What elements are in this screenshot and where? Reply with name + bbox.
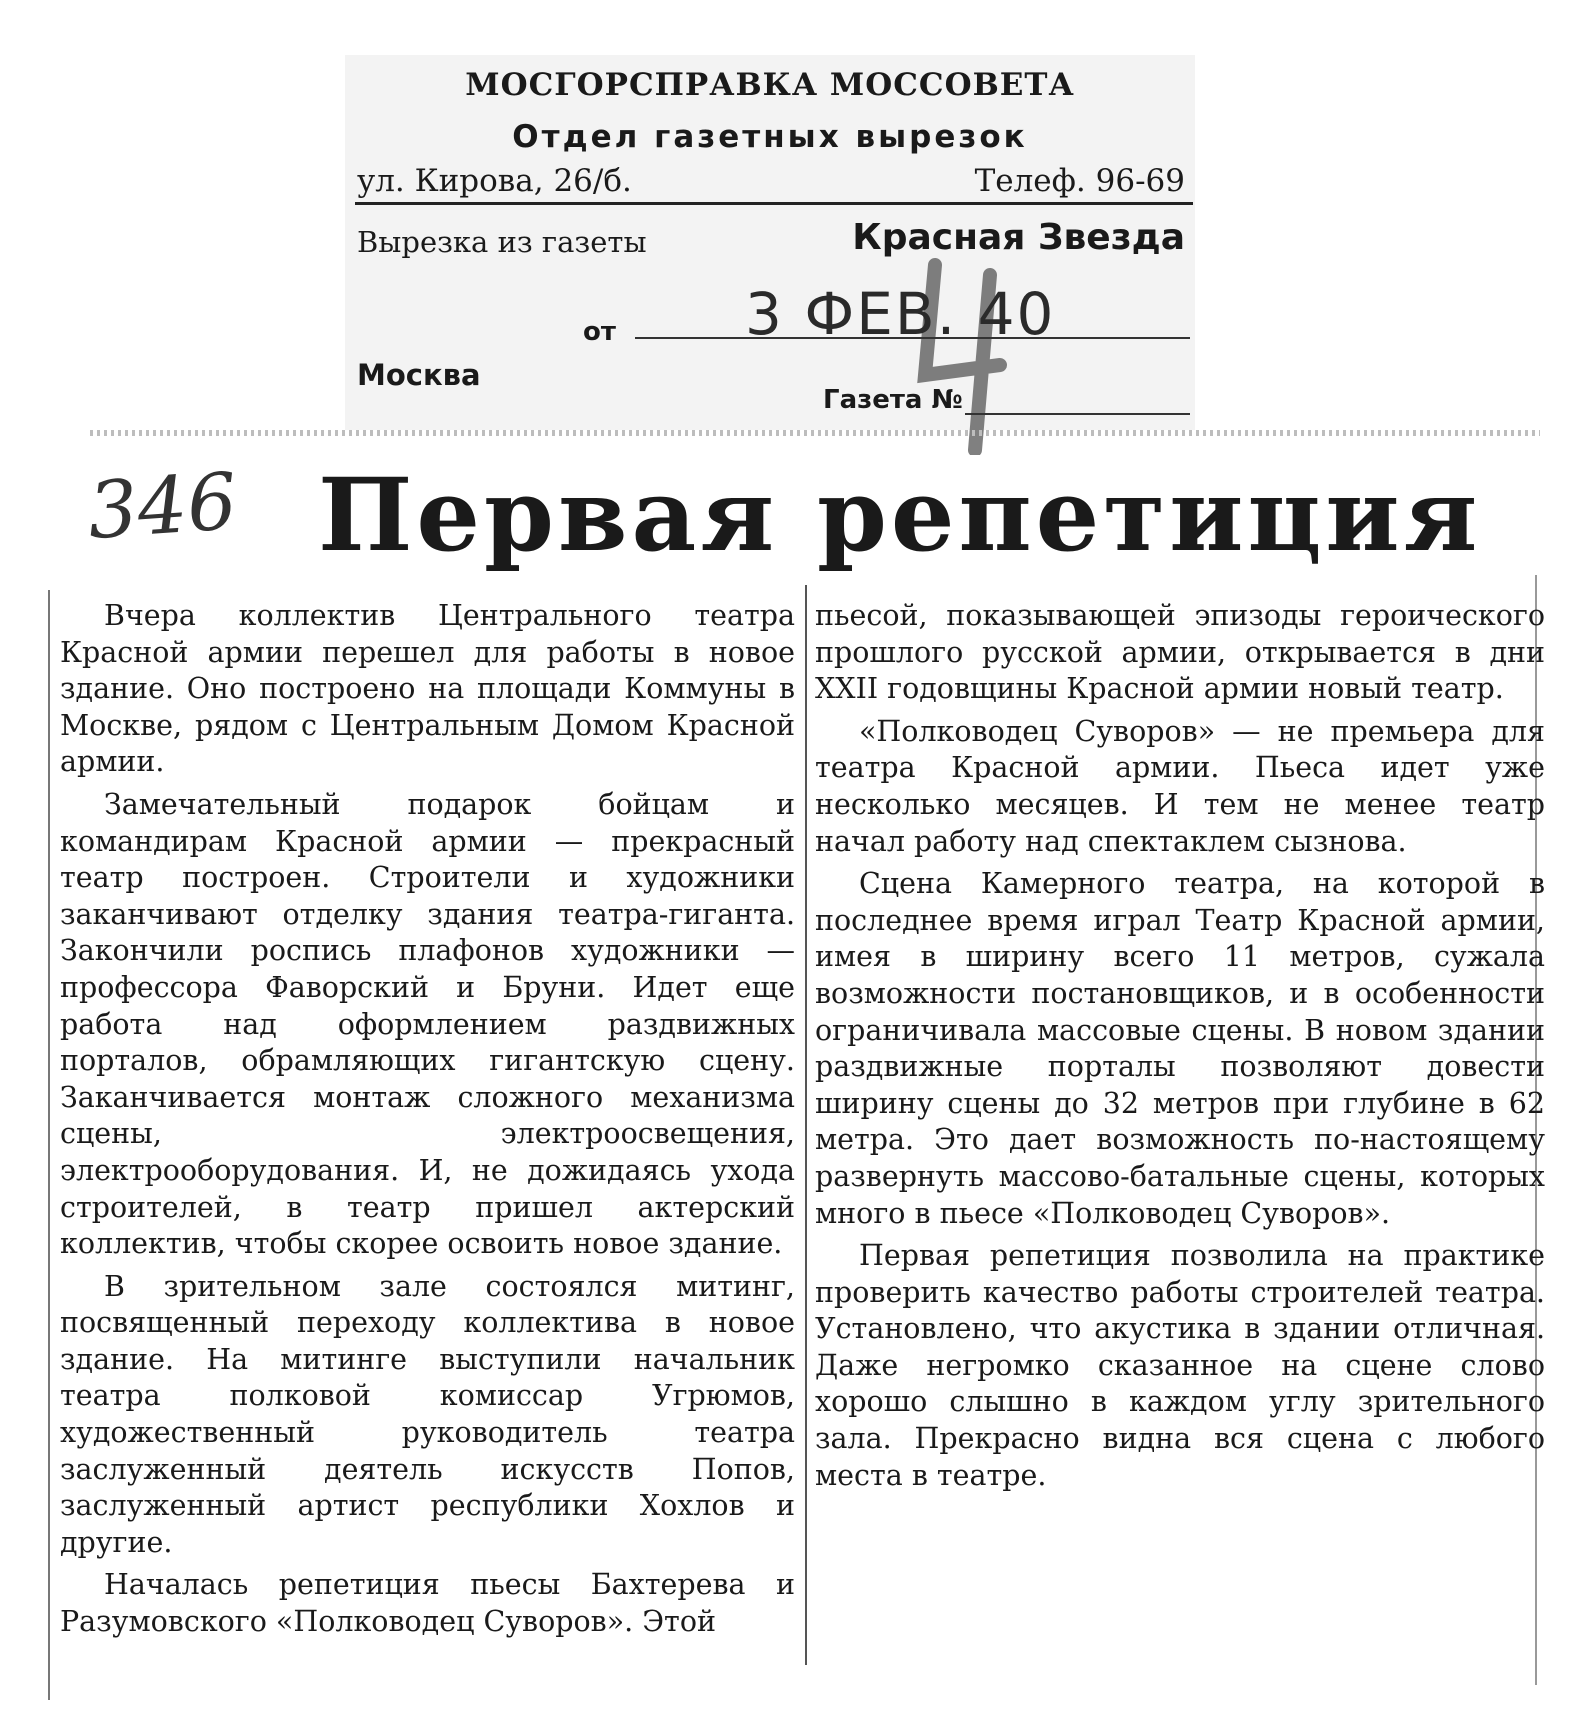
paragraph: Началась репетиция пьесы Бахтерева и Разумовского «Полководец Суворов». Этой <box>60 1568 795 1639</box>
clipping-service-stamp <box>345 55 1195 430</box>
stamp-cut-from-label: Вырезка из газеты <box>357 225 647 259</box>
paragraph: Вчера коллектив Центрального театра Красной армии перешел для работы в новое здание. Оно построено на площади Коммуны в Москве, рядом с Центральным Домом Красной армии. <box>60 599 795 779</box>
paragraph: пьесой, показывающей эпизоды героического прошлого русской армии, открывается в дни XXII годовщины Красной армии новый театр. <box>815 599 1545 706</box>
handwritten-archive-number: 346 <box>85 456 240 558</box>
article-headline: Первая репетиция <box>318 456 1482 574</box>
clipping-edge <box>90 430 1540 436</box>
article-left-column <box>60 598 795 1647</box>
stamp-paper-number-label: Газета № <box>823 385 963 415</box>
stamp-newspaper-name: Красная Звезда <box>852 217 1185 258</box>
article-right-column <box>815 598 1545 1500</box>
stamp-title: МОСГОРСПРАВКА МОССОВЕТА <box>465 67 1075 103</box>
column-divider <box>805 585 807 1665</box>
stamp-date: 3 ФЕВ. 40 <box>745 280 1056 348</box>
stamp-number-line <box>965 413 1190 415</box>
paragraph: Замечательный подарок бойцам и командирам Красной армии — прекрасный театр построен. Строители и художники заканчивают отделку здания театра-гиганта. Закончили роспись плафонов художники — профессора Фаворский и Бруни. Идет еще работа над оформлением раздвижных порталов, обрамляющих гигантскую сцену. Заканчивается монтаж сложного механизма сцены, электроосвещения, электрооборудования. И, не дожидаясь ухода строителей, в театр пришел актерский коллектив, чтобы скорее освоить новое здание. <box>60 787 795 1261</box>
stamp-address: ул. Кирова, 26/б. <box>357 163 632 199</box>
stamp-phone: Телеф. 96-69 <box>974 163 1185 199</box>
stamp-from-label: от <box>583 317 616 347</box>
paragraph: В зрительном зале состоялся митинг, посвященный переходу коллектива в новое здание. На митинге выступили начальник театра полковой комиссар Угрюмов, художественный руководитель театра заслуженный деятель искусств Попов, заслуженный артист республики Хохлов и другие. <box>60 1269 795 1559</box>
paragraph: Первая репетиция позволила на практике проверить качество работы строителей театра. Установлено, что акустика в здании отличная. Даже негромко сказанное на сцене слово хорошо слышно в каждом углу зрительного зала. Прекрасно видна вся сцена с любого места в театре. <box>815 1239 1545 1492</box>
stamp-department: Отдел газетных вырезок <box>512 119 1028 155</box>
stamp-city: Москва <box>357 358 481 392</box>
paragraph: «Полководец Суворов» — не премьера для театра Красной армии. Пьеса идет уже несколько месяцев. И тем не менее театр начал работу над спектаклем сызнова. <box>815 714 1545 858</box>
stamp-divider <box>355 202 1193 205</box>
clipping-left-edge <box>48 590 50 1700</box>
paragraph: Сцена Камерного театра, на которой в последнее время играл Театр Красной армии, имея в ширину всего 11 метров, сужала возможности постановщиков, и в особенности ограничивала массовые сцены. В новом здании раздвижные порталы позволяют довести ширину сцены до 32 метров при глубине в 62 метра. Это дает возможность по-настоящему развернуть массово-батальные сцены, которых много в пьесе «Полководец Суворов». <box>815 867 1545 1230</box>
